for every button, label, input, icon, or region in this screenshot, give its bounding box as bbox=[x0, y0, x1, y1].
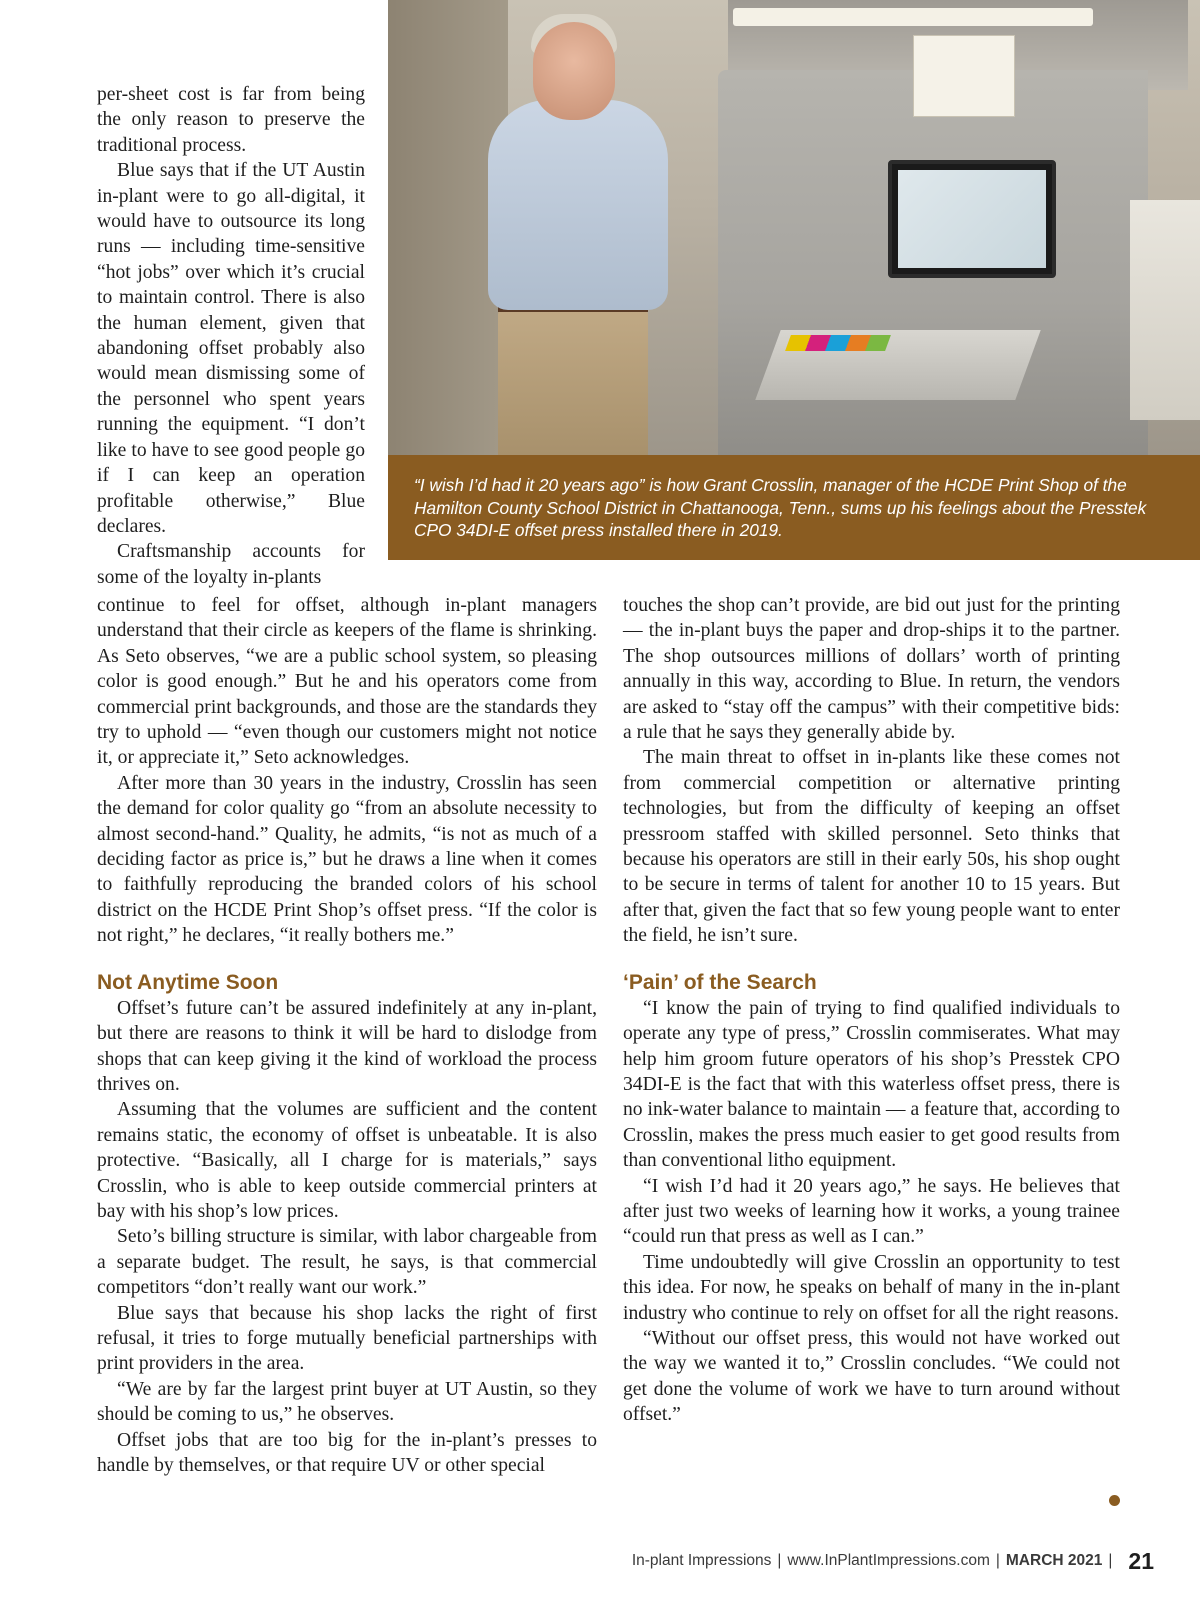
paragraph: touches the shop can’t provide, are bid out just for the printing — the in-plant buys the paper and drop-ships it to the partner. The shop outsources millions of dollars’ worth of printing annually in this way, according to Blue. In return, the vendors are asked to “stay off the campus” with their competitive bids: a rule that he says they generally abide by. bbox=[623, 595, 1120, 744]
paragraph: “Without our offset press, this would not have worked out the way we wanted it to,” Crosslin concludes. “We could not get done the volume of work we have to turn around without offset.” bbox=[623, 1327, 1120, 1426]
paragraph: Blue says that if the UT Austin in-plant were to go all-digital, it would have to outsource its long runs — including time-sensitive “hot jobs” over which it’s crucial to maintain control. There is also the human element, given that abandoning offset probably also would mean dismissing some of the personnel who spent years running the equipment. “I don’t like to have to see good people go if I can keep an operation profitable otherwise,” Blue declares. bbox=[97, 160, 365, 537]
page-footer bbox=[632, 1546, 1154, 1576]
photo-wall-poster bbox=[913, 35, 1015, 117]
photo-color-proof bbox=[785, 335, 891, 351]
paragraph: The main threat to offset in in-plants like these comes not from commercial competition or alternative printing technologies, but from the difficulty of keeping an offset pressroom staffed with skilled personnel. Seto thinks that because his operators are still in their early 50s, his shop ought to be secure in terms of talent for another 10 to 15 years. But after that, given the fact that so few young people want to enter the field, he isn’t sure. bbox=[623, 747, 1120, 947]
footer-separator: | bbox=[777, 1552, 782, 1569]
photo-person-head bbox=[533, 22, 615, 120]
paragraph: continue to feel for offset, although in-plant managers understand that their circle as keepers of the flame is shrinking. As Seto observes, “we are a public school system, so pleasing color is good enough.” But he and his operators come from commercial print backgrounds, and those are the standards they try to uphold — “even though our customers might not notice it, or appreciate it,” Seto acknowledges. bbox=[97, 595, 597, 769]
end-of-article-dot-icon bbox=[1109, 1495, 1120, 1506]
photo-paper-boxes bbox=[1130, 200, 1200, 420]
top-column bbox=[97, 82, 365, 590]
section-heading: ‘Pain’ of the Search bbox=[623, 970, 817, 994]
press-operator-photo bbox=[388, 0, 1200, 455]
paragraph: Offset jobs that are too big for the in-plant’s presses to handle by themselves, or that require UV or other special bbox=[97, 1429, 597, 1476]
paragraph: Seto’s billing structure is similar, with labor chargeable from a separate budget. The result, he says, is that commercial competitors “don’t really want our work.” bbox=[97, 1226, 597, 1299]
publication-name: In-plant Impressions bbox=[631, 1552, 772, 1569]
photo-caption: “I wish I’d had it 20 years ago” is how Grant Crosslin, manager of the HCDE Print Shop of the Hamilton County School District in Chattanooga, Tenn., sums up his feelings about the Presstek CPO 34DI-E offset press installed there in 2019. bbox=[388, 455, 1200, 560]
footer-separator: | bbox=[995, 1552, 1000, 1569]
website-link[interactable]: www.InPlantImpressions.com bbox=[787, 1552, 990, 1569]
paragraph: “We are by far the largest print buyer at UT Austin, so they should be coming to us,” he observes. bbox=[97, 1378, 597, 1426]
left-column bbox=[97, 593, 597, 1478]
section-heading: Not Anytime Soon bbox=[97, 970, 279, 994]
photo-press-screen bbox=[888, 160, 1056, 278]
photo-person-pants bbox=[498, 305, 648, 455]
issue-date: MARCH 2021 bbox=[1005, 1552, 1103, 1569]
paragraph: “I know the pain of trying to find qualified individuals to operate any type of press,” Crosslin commiserates. What may help him groom future operators of his shop’s Presstek CPO 34DI-E is the fact that with this waterless offset press, there is no ink-water balance to maintain — a feature that, according to Crosslin, makes the press much easier to get good results from than conventional litho equipment. bbox=[623, 997, 1120, 1172]
photo-ceiling-light bbox=[733, 8, 1093, 26]
paragraph: Craftsmanship accounts for some of the loyalty in-plants bbox=[97, 541, 365, 588]
right-column bbox=[623, 593, 1120, 1428]
paragraph: After more than 30 years in the industry, Crosslin has seen the demand for color quality go “from an absolute necessity to almost second-hand.” Quality, he admits, “is not as much of a deciding factor as price is,” but he draws a line when it comes to faithfully reproducing the branded colors of his school district on the HCDE Print Shop’s offset press. “If the color is not right,” he declares, “it really bothers me.” bbox=[97, 772, 597, 947]
photo-person-shirt bbox=[488, 100, 668, 310]
paragraph: Assuming that the volumes are sufficient and the content remains static, the economy of offset is unbeatable. It is also protective. “Basically, all I charge for is materials,” says Crosslin, who is able to keep outside commercial printers at bay with his shop’s low prices. bbox=[97, 1099, 597, 1222]
paragraph: Time undoubtedly will give Crosslin an opportunity to test this idea. For now, he speaks on behalf of many in the in-plant industry who continue to rely on offset for all the right reasons. bbox=[623, 1251, 1120, 1324]
page-number: 21 bbox=[1128, 1547, 1154, 1574]
paragraph: per-sheet cost is far from being the only reason to preserve the traditional process. bbox=[97, 84, 365, 156]
paragraph: Offset’s future can’t be assured indefinitely at any in-plant, but there are reasons to think it will be hard to dislodge from shops that can keep giving it the kind of workload the process thrives on. bbox=[97, 997, 597, 1095]
paragraph: Blue says that because his shop lacks the right of first refusal, it tries to forge mutually beneficial partnerships with print providers in the area. bbox=[97, 1302, 597, 1375]
paragraph: “I wish I’d had it 20 years ago,” he says. He believes that after just two weeks of learning how it works, a young trainee “could run that press as well as I can.” bbox=[623, 1175, 1120, 1248]
footer-separator: | bbox=[1108, 1552, 1113, 1569]
